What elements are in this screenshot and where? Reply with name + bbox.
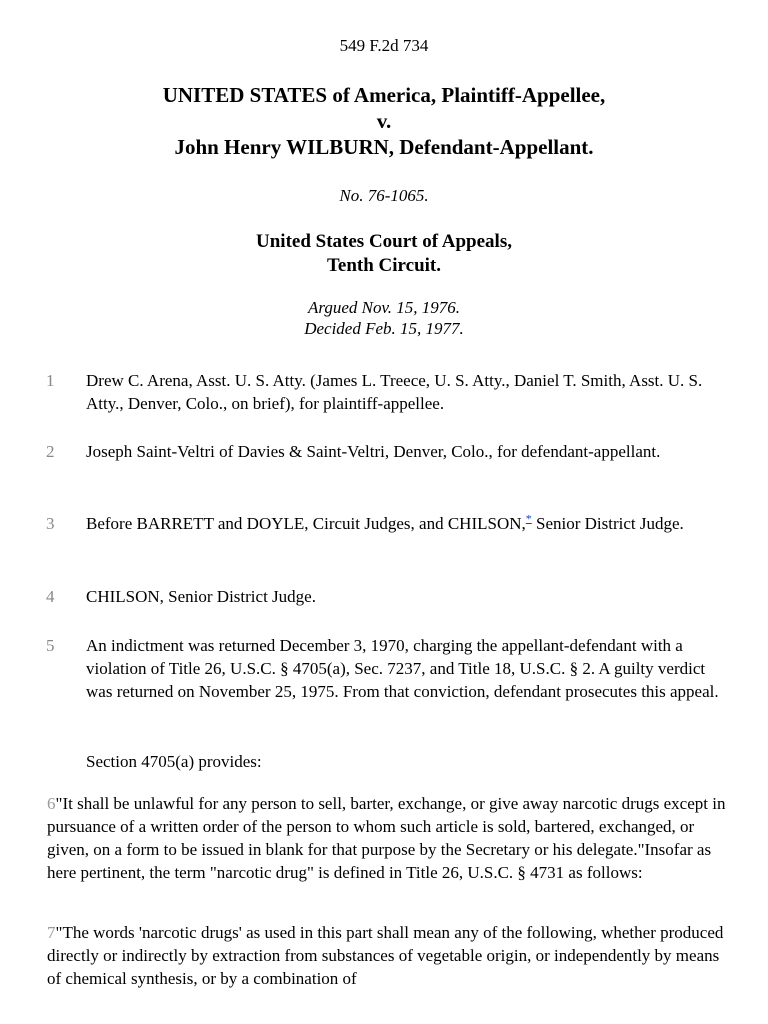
paragraph-number: 2 [46, 442, 55, 461]
quote-paragraph-number: 7 [47, 923, 56, 942]
quote-paragraph-number: 6 [47, 794, 56, 813]
quote-text: "The words 'narcotic drugs' as used in this part shall mean any of the following, whether produced directly or indirectly by extraction from substances of vegetable origin, or independently by means of chemical synthesis, or by a combination of [47, 923, 724, 988]
docket-number: No. 76-1065. [339, 186, 429, 205]
caption-defendant: John Henry WILBURN, Defendant-Appellant. [174, 135, 594, 159]
argued-date: Argued Nov. 15, 1976. [307, 298, 461, 317]
paragraph-text-before: Before BARRETT and DOYLE, Circuit Judges, and CHILSON, [86, 514, 526, 533]
section-intro: Section 4705(a) provides: [86, 752, 262, 771]
paragraph-number: 5 [46, 636, 55, 655]
paragraph-number: 4 [46, 587, 55, 606]
footnote-link[interactable]: * [525, 511, 532, 526]
court-name-line1: United States Court of Appeals, [256, 231, 512, 252]
court-name [0, 230, 768, 278]
quote-text: "It shall be unlawful for any person to sell, barter, exchange, or give away narcotic drugs except in pursuance of a written order of the person to whom such article is sold, bartered, exchanged, or given, on a form to be issued in blank for that purpose by the Secretary or his delegate."Insofar as here pertinent, the term "narcotic drug" is defined in Title 26, U.S.C. § 4731 as follows: [47, 794, 726, 882]
statute-quote-1 [47, 792, 727, 884]
paragraph-text: Joseph Saint-Veltri of Davies & Saint-Veltri, Denver, Colo., for defendant-appellant. [86, 442, 661, 461]
paragraph-text: An indictment was returned December 3, 1970, charging the appellant-defendant with a violation of Title 26, U.S.C. § 4705(a), Sec. 7237, and Title 18, U.S.C. § 2. A guilty verdict was returned on November 25, 1975. From that conviction, defendant prosecutes this appeal. [86, 636, 719, 701]
case-citation: 549 F.2d 734 [339, 36, 429, 55]
case-caption [0, 82, 768, 160]
paragraph-text: CHILSON, Senior District Judge. [86, 587, 316, 606]
caption-plaintiff: UNITED STATES of America, Plaintiff-Appellee, [162, 83, 606, 107]
paragraph-text: Drew C. Arena, Asst. U. S. Atty. (James L. Treece, U. S. Atty., Daniel T. Smith, Asst. U. S. Atty., Denver, Colo., on brief), for plaintiff-appellee. [86, 371, 703, 413]
case-dates [0, 297, 768, 339]
paragraph-text-after: Senior District Judge. [531, 514, 684, 533]
decided-date: Decided Feb. 15, 1977. [304, 319, 464, 338]
statute-quote-2 [47, 921, 727, 990]
paragraph-text [86, 512, 726, 535]
paragraph-number: 3 [46, 514, 55, 533]
court-name-line2: Tenth Circuit. [326, 255, 442, 276]
paragraph-number: 1 [46, 371, 55, 390]
caption-versus: v. [376, 109, 392, 133]
